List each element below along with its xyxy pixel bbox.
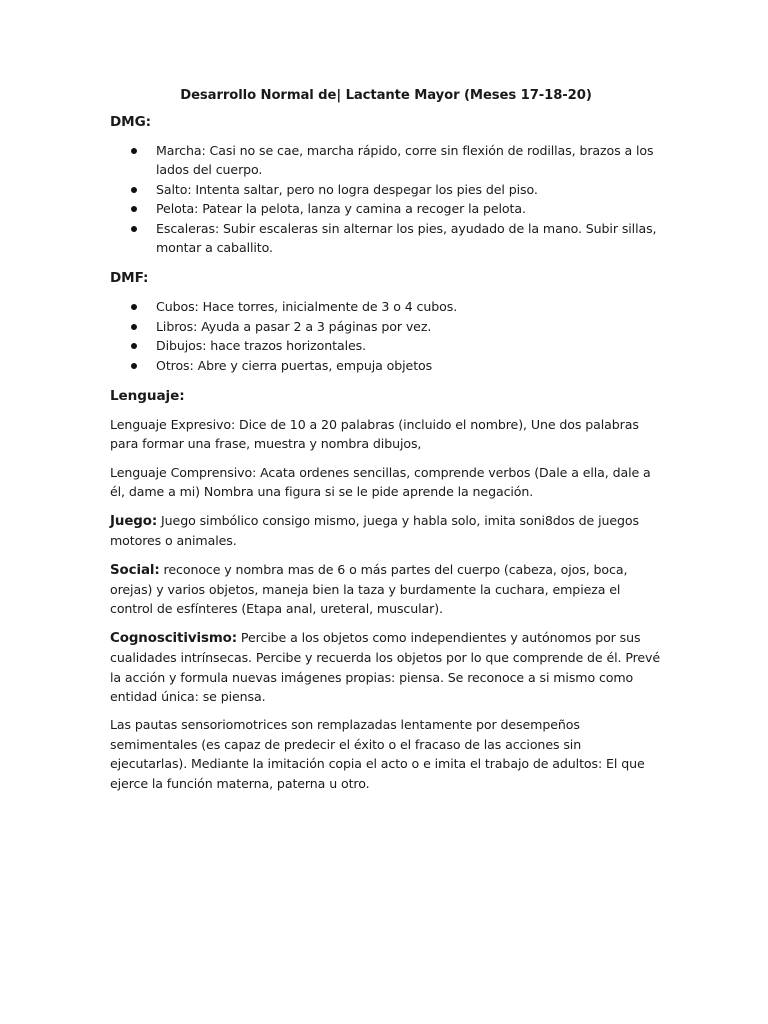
document-body bbox=[110, 86, 662, 802]
social-text: reconoce y nombra mas de 6 o más partes del cuerpo (cabeza, ojos, boca, orejas) y varios objetos, maneja bien la taza y burdamente la cuchara, empieza el control de esfínteres (Etapa anal, ureteral, muscular). bbox=[110, 561, 628, 617]
list-item bbox=[110, 180, 662, 199]
lenguaje-comprensivo-paragraph: Lenguaje Comprensivo: Acata ordenes sencillas, comprende verbos (Dale a ella, dale a él, dame a mi) Nombra una figura si se le pide aprende la negación. bbox=[110, 464, 651, 500]
list-item-text: Dibujos: hace trazos horizontales. bbox=[156, 338, 366, 354]
dmf-heading: DMF: bbox=[110, 270, 149, 287]
bullet-icon bbox=[131, 206, 137, 212]
list-item-text: Pelota: Patear la pelota, lanza y camina a recoger la pelota. bbox=[156, 201, 526, 217]
bullet-icon bbox=[131, 363, 137, 369]
list-item bbox=[110, 199, 662, 218]
bullet-icon bbox=[131, 187, 137, 193]
lenguaje-expresivo-paragraph: Lenguaje Expresivo: Dice de 10 a 20 palabras (incluido el nombre), Une dos palabras para formar una frase, muestra y nombra dibujos, bbox=[110, 417, 639, 452]
list-item-text: Cubos: Hace torres, inicialmente de 3 o 4 cubos. bbox=[156, 299, 458, 315]
bullet-icon bbox=[131, 324, 137, 330]
closing-paragraph: Las pautas sensoriomotrices son remplazadas lentamente por desempeños semimentales (es capaz de predecir el éxito o el fracaso de las acciones sin ejecutarlas). Mediante la imitación copia el acto o e imita el trabajo de adultos: El que ejerce la función materna, paterna u otro. bbox=[110, 717, 645, 791]
list-item bbox=[110, 336, 662, 355]
juego-paragraph bbox=[110, 511, 662, 551]
list-item-text: Salto: Intenta saltar, pero no logra despegar los pies del piso. bbox=[156, 181, 538, 197]
cognoscitivismo-label: Cognoscitivismo: bbox=[110, 630, 238, 646]
list-item bbox=[110, 356, 662, 375]
list-item-text: Escaleras: Subir escaleras sin alternar los pies, ayudado de la mano. Subir sillas, montar a caballito. bbox=[156, 220, 657, 256]
dmg-list bbox=[110, 141, 662, 257]
dmf-list bbox=[110, 297, 662, 375]
list-item bbox=[110, 297, 662, 316]
cognoscitivismo-text: Percibe a los objetos como independientes y autónomos por sus cualidades intrínsecas. Percibe y recuerda los objetos por lo que comprende de él. Prevé la acción y formula nuevas imágenes propias: piensa. Se reconoce a si mismo como entidad única: se piensa. bbox=[110, 629, 661, 704]
dmg-heading: DMG: bbox=[110, 114, 152, 130]
list-item bbox=[110, 141, 662, 180]
list-item bbox=[110, 317, 662, 336]
bullet-icon bbox=[131, 148, 137, 154]
document-title: Desarrollo Normal de| Lactante Mayor (Meses 17-18-20) bbox=[180, 88, 592, 103]
juego-text: Juego simbólico consigo mismo, juega y habla solo, imita soni8dos de juegos motores o animales. bbox=[110, 512, 640, 549]
list-item bbox=[110, 219, 662, 258]
list-item-text: Marcha: Casi no se cae, marcha rápido, corre sin flexión de rodillas, brazos a los lados del cuerpo. bbox=[156, 143, 654, 178]
list-item-text: Libros: Ayuda a pasar 2 a 3 páginas por vez. bbox=[156, 318, 432, 334]
cognoscitivismo-paragraph bbox=[110, 628, 662, 707]
juego-label: Juego: bbox=[110, 513, 158, 529]
bullet-icon bbox=[131, 226, 137, 232]
social-paragraph bbox=[110, 560, 662, 619]
bullet-icon bbox=[131, 343, 137, 349]
social-label: Social: bbox=[110, 562, 160, 578]
bullet-icon bbox=[131, 304, 137, 310]
list-item-text: Otros: Abre y cierra puertas, empuja objetos bbox=[156, 357, 433, 373]
lenguaje-heading: Lenguaje: bbox=[110, 388, 185, 405]
